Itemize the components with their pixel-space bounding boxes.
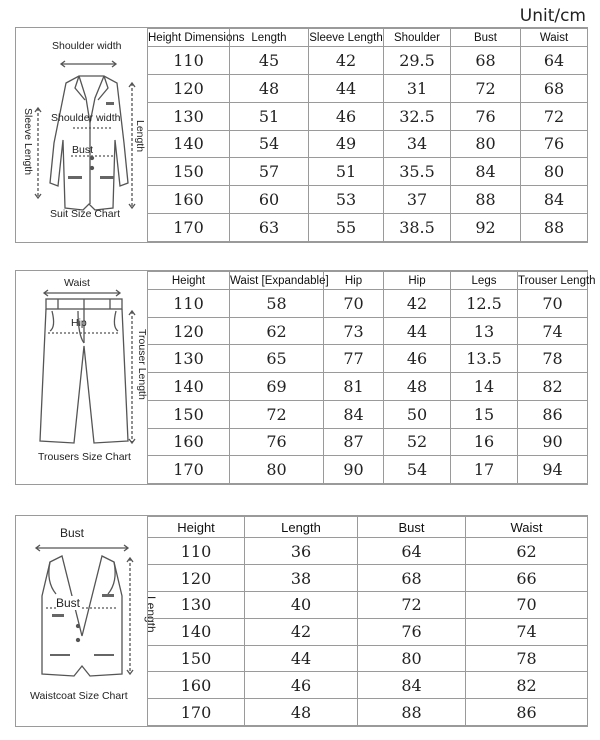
table-row	[148, 290, 588, 318]
table-cell: 110	[148, 47, 230, 75]
table-cell: 49	[309, 130, 384, 158]
header-cell: Hip	[324, 272, 384, 290]
table-cell: 150	[148, 158, 230, 186]
table-cell: 68	[358, 565, 466, 592]
trousers-caption: Trousers Size Chart	[38, 451, 131, 463]
table-cell: 77	[324, 345, 384, 373]
table-row	[148, 373, 588, 401]
table-cell: 32.5	[384, 102, 451, 130]
table-cell: 160	[148, 672, 245, 699]
table-header-row	[148, 29, 588, 47]
table-cell: 140	[148, 130, 230, 158]
table-cell: 76	[230, 428, 324, 456]
table-cell: 53	[309, 186, 384, 214]
table-cell: 63	[230, 214, 309, 242]
table-cell: 58	[230, 290, 324, 318]
table-cell: 74	[518, 317, 588, 345]
table-cell: 54	[230, 130, 309, 158]
table-row	[148, 591, 588, 618]
table-cell: 57	[230, 158, 309, 186]
table-cell: 73	[324, 317, 384, 345]
table-header-row	[148, 272, 588, 290]
unit-label: Unit/cm	[519, 6, 586, 26]
table-row	[148, 214, 588, 242]
table-row	[148, 102, 588, 130]
waistcoat-size-table	[147, 516, 588, 726]
table-cell: 37	[384, 186, 451, 214]
suit-figure	[16, 28, 148, 242]
table-header-row	[148, 517, 588, 538]
table-cell: 88	[451, 186, 521, 214]
table-cell: 140	[148, 373, 230, 401]
table-cell: 74	[466, 618, 588, 645]
table-cell: 81	[324, 373, 384, 401]
table-cell: 150	[148, 400, 230, 428]
table-cell: 72	[230, 400, 324, 428]
table-cell: 70	[324, 290, 384, 318]
table-cell: 80	[358, 645, 466, 672]
table-cell: 88	[358, 699, 466, 726]
table-cell: 76	[451, 102, 521, 130]
waistcoat-figure	[16, 516, 158, 726]
table-row	[148, 645, 588, 672]
table-cell: 130	[148, 591, 245, 618]
header-cell: Bust	[358, 517, 466, 538]
header-cell: Hip	[384, 272, 451, 290]
table-cell: 48	[230, 74, 309, 102]
table-cell: 120	[148, 317, 230, 345]
table-cell: 46	[384, 345, 451, 373]
table-cell: 48	[384, 373, 451, 401]
suit-size-section	[15, 27, 588, 243]
table-cell: 16	[451, 428, 518, 456]
table-cell: 84	[451, 158, 521, 186]
table-cell: 52	[384, 428, 451, 456]
table-cell: 70	[518, 290, 588, 318]
table-cell: 70	[466, 591, 588, 618]
table-cell: 80	[521, 158, 588, 186]
table-cell: 42	[309, 47, 384, 75]
table-cell: 36	[245, 538, 358, 565]
suit-caption: Suit Size Chart	[50, 208, 121, 220]
table-cell: 170	[148, 699, 245, 726]
waistcoat-caption: Waistcoat Size Chart	[30, 690, 128, 702]
table-cell: 78	[466, 645, 588, 672]
table-cell: 88	[521, 214, 588, 242]
table-cell: 92	[451, 214, 521, 242]
table-row	[148, 538, 588, 565]
table-cell: 72	[521, 102, 588, 130]
table-cell: 42	[384, 290, 451, 318]
table-row	[148, 186, 588, 214]
table-cell: 46	[245, 672, 358, 699]
header-cell: Legs	[451, 272, 518, 290]
table-cell: 68	[451, 47, 521, 75]
table-cell: 54	[384, 456, 451, 484]
table-cell: 170	[148, 456, 230, 484]
table-row	[148, 130, 588, 158]
header-cell: Waist [Expandable]	[230, 272, 324, 290]
header-cell: Trouser Length	[518, 272, 588, 290]
table-cell: 94	[518, 456, 588, 484]
table-row	[148, 565, 588, 592]
table-cell: 42	[245, 618, 358, 645]
suit-sleeve-length-label: Sleeve Length	[22, 108, 34, 176]
table-cell: 45	[230, 47, 309, 75]
table-cell: 64	[358, 538, 466, 565]
trousers-size-section	[15, 270, 596, 485]
table-row	[148, 428, 588, 456]
table-cell: 62	[466, 538, 588, 565]
table-cell: 44	[245, 645, 358, 672]
header-cell: Height	[148, 272, 230, 290]
table-cell: 15	[451, 400, 518, 428]
table-row	[148, 74, 588, 102]
table-cell: 80	[230, 456, 324, 484]
table-cell: 46	[309, 102, 384, 130]
suit-size-table	[147, 28, 588, 242]
table-cell: 72	[451, 74, 521, 102]
table-row	[148, 345, 588, 373]
table-cell: 160	[148, 186, 230, 214]
suit-length-label: Length	[134, 120, 146, 153]
table-cell: 84	[521, 186, 588, 214]
header-cell: Waist	[521, 29, 588, 47]
table-cell: 86	[466, 699, 588, 726]
table-cell: 120	[148, 74, 230, 102]
table-cell: 55	[309, 214, 384, 242]
table-cell: 140	[148, 618, 245, 645]
header-cell: Bust	[451, 29, 521, 47]
table-row	[148, 47, 588, 75]
table-row	[148, 456, 588, 484]
table-cell: 86	[518, 400, 588, 428]
table-cell: 80	[451, 130, 521, 158]
header-cell: Shoulder	[384, 29, 451, 47]
table-cell: 160	[148, 428, 230, 456]
waistcoat-length-label: Length	[144, 596, 158, 633]
suit-shoulder-width-label: Shoulder width	[52, 40, 122, 52]
table-cell: 31	[384, 74, 451, 102]
header-cell: Height Dimensions	[148, 29, 230, 47]
table-cell: 90	[324, 456, 384, 484]
table-row	[148, 317, 588, 345]
header-cell: Height	[148, 517, 245, 538]
table-cell: 13.5	[451, 345, 518, 373]
table-cell: 170	[148, 214, 230, 242]
header-cell: Length	[230, 29, 309, 47]
table-cell: 38	[245, 565, 358, 592]
table-cell: 90	[518, 428, 588, 456]
table-cell: 29.5	[384, 47, 451, 75]
table-cell: 120	[148, 565, 245, 592]
table-row	[148, 400, 588, 428]
table-cell: 110	[148, 538, 245, 565]
trousers-figure	[16, 271, 148, 484]
suit-shoulder-width-inner-label: Shoulder width	[51, 112, 121, 124]
table-cell: 14	[451, 373, 518, 401]
table-cell: 84	[358, 672, 466, 699]
table-cell: 34	[384, 130, 451, 158]
table-cell: 87	[324, 428, 384, 456]
table-cell: 130	[148, 345, 230, 373]
table-cell: 38.5	[384, 214, 451, 242]
table-row	[148, 672, 588, 699]
header-cell: Waist	[466, 517, 588, 538]
table-cell: 69	[230, 373, 324, 401]
table-cell: 12.5	[451, 290, 518, 318]
table-cell: 76	[521, 130, 588, 158]
table-cell: 78	[518, 345, 588, 373]
trousers-waist-label: Waist	[64, 277, 90, 289]
table-cell: 64	[521, 47, 588, 75]
table-cell: 44	[309, 74, 384, 102]
table-row	[148, 699, 588, 726]
table-cell: 51	[230, 102, 309, 130]
table-cell: 82	[466, 672, 588, 699]
trousers-hip-label: Hip	[71, 317, 87, 329]
table-cell: 82	[518, 373, 588, 401]
table-cell: 150	[148, 645, 245, 672]
table-cell: 66	[466, 565, 588, 592]
table-cell: 48	[245, 699, 358, 726]
table-cell: 110	[148, 290, 230, 318]
table-cell: 60	[230, 186, 309, 214]
table-cell: 17	[451, 456, 518, 484]
suit-bust-label: Bust	[72, 144, 94, 156]
table-cell: 130	[148, 102, 230, 130]
table-cell: 65	[230, 345, 324, 373]
table-cell: 40	[245, 591, 358, 618]
table-cell: 35.5	[384, 158, 451, 186]
table-cell: 44	[384, 317, 451, 345]
table-cell: 51	[309, 158, 384, 186]
table-cell: 62	[230, 317, 324, 345]
table-row	[148, 618, 588, 645]
header-cell: Sleeve Length	[309, 29, 384, 47]
table-row	[148, 158, 588, 186]
table-cell: 13	[451, 317, 518, 345]
table-cell: 72	[358, 591, 466, 618]
table-cell: 50	[384, 400, 451, 428]
table-cell: 76	[358, 618, 466, 645]
trousers-length-label: Trouser Length	[136, 329, 148, 400]
trousers-size-table	[147, 271, 596, 484]
table-cell: 68	[521, 74, 588, 102]
table-cell: 84	[324, 400, 384, 428]
waistcoat-bust-top-label: Bust	[60, 526, 85, 540]
waistcoat-bust-inner-label: Bust	[56, 596, 81, 610]
waistcoat-size-section	[15, 515, 588, 727]
header-cell: Length	[245, 517, 358, 538]
